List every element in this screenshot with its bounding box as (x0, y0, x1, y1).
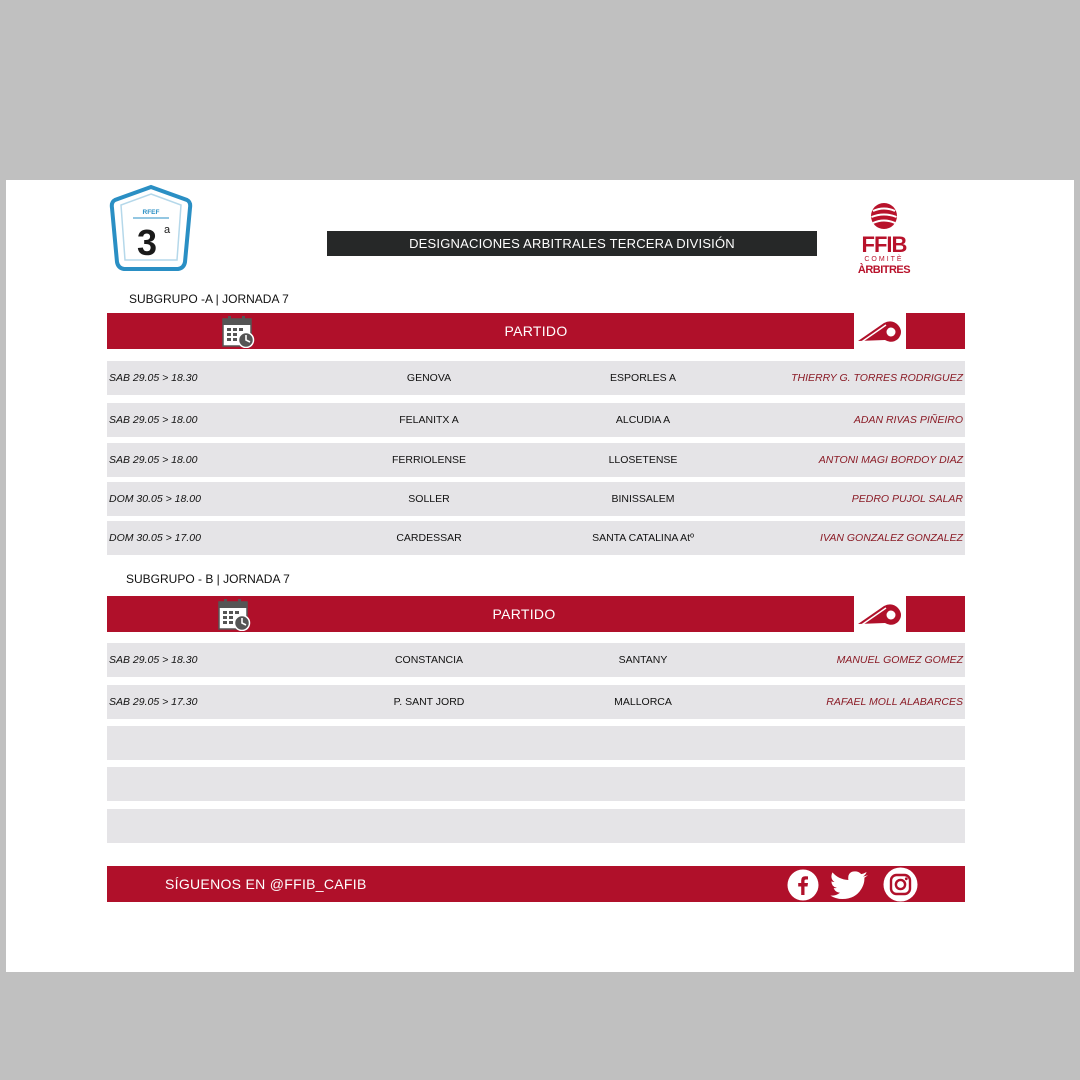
ffib-ball-icon (870, 202, 898, 230)
badge-number: 3 (136, 222, 158, 263)
match-date: SAB 29.05 > 17.30 (109, 696, 198, 708)
match-row-empty (107, 726, 965, 760)
away-team: ALCUDIA A (615, 414, 671, 426)
follow-text: SÍGUENOS EN @FFIB_CAFIB (165, 876, 367, 892)
match-row (107, 403, 965, 437)
referee-name: MANUEL GOMEZ GOMEZ (836, 654, 963, 666)
subgroup-b-heading: SUBGRUPO - B | JORNADA 7 (126, 572, 290, 586)
whistle-icon (854, 315, 906, 347)
ffib-logo-sub2: ÀRBITRES (857, 264, 911, 276)
badge-org: RFEF (142, 209, 160, 216)
whistle-icon (854, 598, 906, 630)
referee-name: RAFAEL MOLL ALABARCES (826, 696, 963, 708)
match-row-empty (107, 767, 965, 801)
group-a-bar-label: PARTIDO (504, 323, 568, 339)
whistle-box (854, 313, 906, 349)
match-row (107, 521, 965, 555)
home-team: CARDESSAR (396, 532, 462, 544)
referee-name: THIERRY G. TORRES RODRIGUEZ (791, 372, 963, 384)
calendar-clock-icon (218, 598, 251, 631)
away-team: ESPORLES A (610, 372, 676, 384)
referee-name: IVAN GONZALEZ GONZALEZ (820, 532, 963, 544)
match-row (107, 685, 965, 719)
designations-sheet (6, 180, 1074, 972)
match-row (107, 482, 965, 516)
away-team: MALLORCA (614, 696, 672, 708)
home-team: FELANITX A (399, 414, 459, 426)
away-team: SANTA CATALINA Atº (592, 532, 694, 544)
home-team: GENOVA (406, 372, 452, 384)
whistle-box (854, 596, 906, 632)
match-row (107, 643, 965, 677)
ffib-logo-sub1: COMITÈ (864, 256, 904, 263)
subgroup-a-heading: SUBGRUPO -A | JORNADA 7 (129, 292, 289, 306)
group-a-header-bar (107, 313, 965, 349)
page-title: DESIGNACIONES ARBITRALES TERCERA DIVISIÓN (327, 231, 817, 256)
match-date: SAB 29.05 > 18.00 (109, 414, 198, 426)
match-date: SAB 29.05 > 18.30 (109, 372, 198, 384)
home-team: CONSTANCIA (394, 654, 464, 666)
match-date: SAB 29.05 > 18.00 (109, 454, 198, 466)
badge-suffix: a (163, 224, 171, 236)
group-b-header-bar (107, 596, 965, 632)
match-row (107, 361, 965, 395)
ffib-logo-word: FFIB (861, 232, 907, 257)
away-team: LLOSETENSE (608, 454, 678, 466)
home-team: SOLLER (408, 493, 450, 505)
facebook-icon[interactable] (787, 869, 819, 901)
group-b-bar-label: PARTIDO (492, 606, 556, 622)
home-team: P. SANT JORD (393, 696, 465, 708)
calendar-clock-icon (222, 315, 255, 348)
away-team: SANTANY (618, 654, 668, 666)
match-date: SAB 29.05 > 18.30 (109, 654, 198, 666)
referee-name: ADAN RIVAS PIÑEIRO (853, 414, 963, 426)
match-date: DOM 30.05 > 17.00 (109, 532, 201, 544)
twitter-icon[interactable] (830, 869, 870, 901)
referee-name: ANTONI MAGI BORDOY DIAZ (818, 454, 963, 466)
match-row-empty (107, 809, 965, 843)
home-team: FERRIOLENSE (391, 454, 467, 466)
referee-name: PEDRO PUJOL SALAR (851, 493, 963, 505)
social-footer (107, 866, 965, 902)
match-row (107, 443, 965, 477)
match-date: DOM 30.05 > 18.00 (109, 493, 201, 505)
ffib-logo (856, 202, 912, 280)
instagram-icon[interactable] (883, 867, 918, 902)
away-team: BINISSALEM (611, 493, 675, 505)
rfef-tercera-badge (109, 184, 193, 280)
